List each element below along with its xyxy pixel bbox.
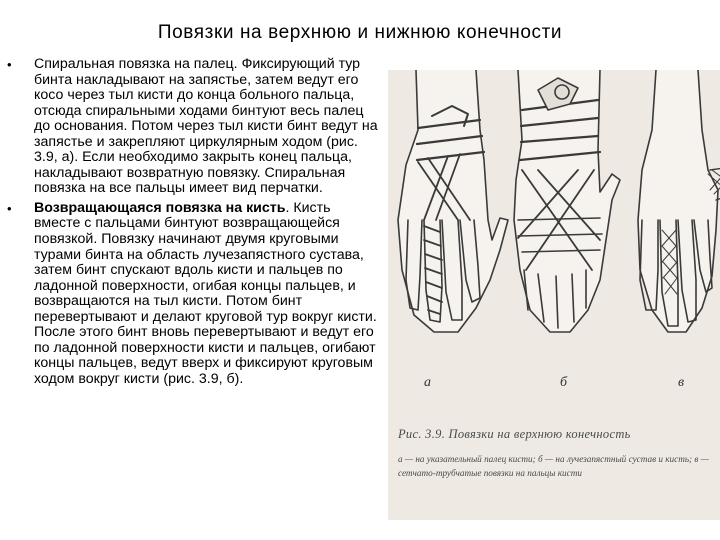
slide-title: Повязки на верхнюю и нижнюю конечности <box>157 22 563 43</box>
bullet-list <box>0 57 390 391</box>
panel-label-a: а <box>424 375 431 390</box>
figure-caption <box>398 427 716 480</box>
hand-b-drawing <box>514 70 620 332</box>
bullet-body: Фиксирующий тур бинта накладывают на запястье, затем ведут его косо через тыл кисти до конца больного пальца, отсюда спиральными ходами бинтуют весь палец до основания. Потом через тыл кисти бинт ведут на запястье и закрепляют циркулярным ходом (рис. 3.9, а). Если необходимо закрыть конец пальца, накладывают возвратную повязку. Спиральная повязка на все пальцы имеет вид перчатки. <box>34 56 378 197</box>
bullet-lead: Возвращающаяся повязка на кисть <box>34 199 286 216</box>
bullet-body: . Кисть вместе с пальцами бинтуют возвращающейся повязкой. Повязку начинают двумя круговыми турами бинта на область лучезапястного сустава, затем бинт спускают вдоль кисти и пальцев по ладонной поверхности, огибая концы пальцев, и возвращаются на тыл кисти. Потом бинт перевертывают и делают круговой тур вокруг кисти. После этого бинт вновь перевертывают и ведут его по ладонной поверхности кисти и пальцев, огибают концы пальцев, ведут вверх и фиксируют круговым ходом вокруг кисти (рис. 3.9, б). <box>34 199 377 387</box>
caption-description <box>398 452 716 480</box>
panel-label-b: б <box>560 375 568 390</box>
caption-title: Рис. 3.9. Повязки на верхнюю конечность <box>398 427 631 441</box>
caption-line: сетчато-трубчатые повязки на пальцы кисти <box>398 468 582 478</box>
bullet-marker: • <box>7 57 12 72</box>
panel-label-v: в <box>678 375 685 390</box>
bullet-lead: Спиральная повязка на палец. <box>34 56 238 72</box>
hand-a-drawing <box>398 70 508 332</box>
bandage-figure <box>388 70 720 520</box>
caption-line: а — на указательный палец кисти; б — на лучезапястный сустав и кисть; в — <box>398 454 709 464</box>
hand-c-drawing <box>638 70 720 332</box>
bullet-returning-hand <box>0 201 380 388</box>
bullet-spiral-finger <box>0 57 380 197</box>
bullet-marker: • <box>7 200 12 216</box>
